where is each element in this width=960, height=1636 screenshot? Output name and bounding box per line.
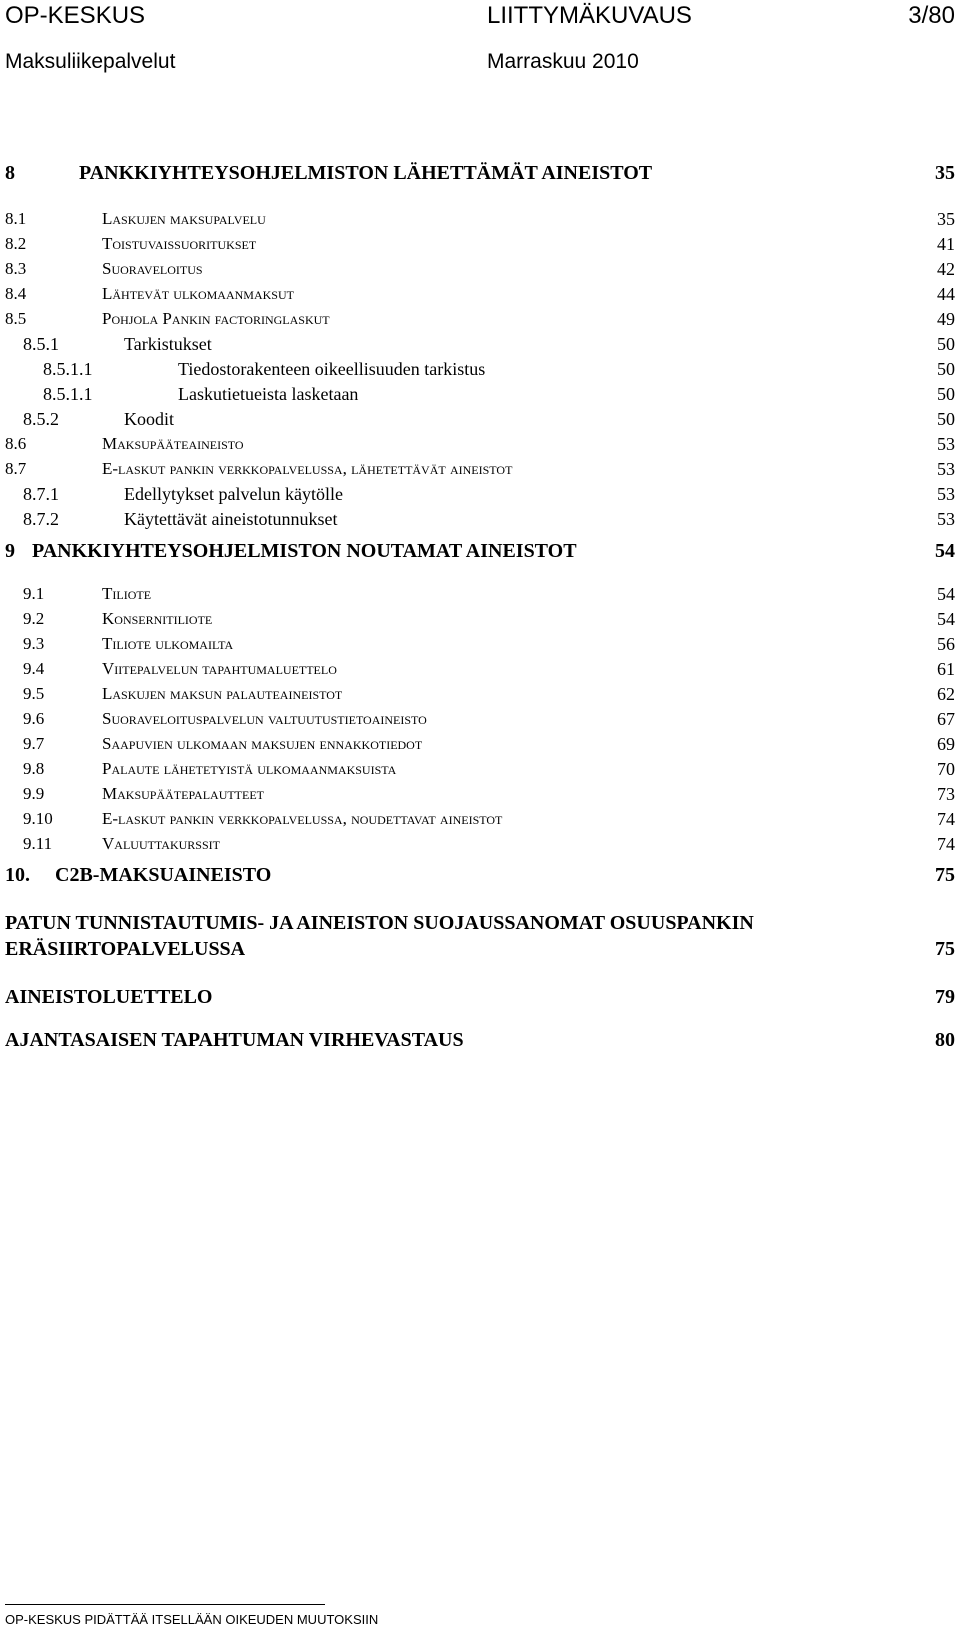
toc-entry-page: 50 bbox=[937, 384, 955, 404]
toc-entry-number: 9.4 bbox=[23, 659, 45, 678]
toc-entry-title: Tiliote ulkomailta bbox=[102, 634, 234, 653]
toc-entry-number: 8.6 bbox=[5, 434, 27, 453]
toc-entry-aineistoluettelo[interactable] bbox=[5, 986, 955, 1016]
toc-entry-title: Tarkistukset bbox=[124, 334, 212, 354]
toc-entry-number: 9.5 bbox=[23, 684, 45, 703]
header-subtitle: Maksuliikepalvelut bbox=[5, 50, 176, 73]
toc-entry-number: 9.8 bbox=[23, 759, 45, 778]
toc-entry-number: 9.9 bbox=[23, 784, 45, 803]
toc-entry-page: 74 bbox=[937, 809, 955, 829]
toc-entry-number: 8.7.2 bbox=[23, 509, 59, 529]
toc-entry-virhevastaus[interactable] bbox=[5, 1029, 955, 1059]
toc-entry-page: 80 bbox=[935, 1029, 955, 1051]
page-footer: OP-KESKUS PIDÄTTÄÄ ITSELLÄÄN OIKEUDEN MUUTOKSIIN bbox=[5, 1612, 379, 1627]
toc-entry-8-7-2[interactable] bbox=[5, 509, 955, 539]
toc-entry-title: PATUN TUNNISTAUTUMIS- JA AINEISTON SUOJAUSSANOMAT OSUUSPANKIN bbox=[5, 912, 754, 934]
toc-entry-number: 8.7.1 bbox=[23, 484, 59, 504]
toc-entry-number: 9.6 bbox=[23, 709, 45, 728]
footer-divider bbox=[5, 1604, 325, 1605]
toc-entry-number: 8 bbox=[5, 162, 15, 184]
toc-entry-title-line2: ERÄSIIRTOPALVELUSSA bbox=[5, 938, 246, 960]
toc-entry-page: 42 bbox=[937, 259, 955, 279]
toc-entry-page: 61 bbox=[937, 659, 955, 679]
toc-entry-page: 35 bbox=[935, 162, 955, 184]
page-header bbox=[5, 2, 955, 73]
toc-entry-title: Suoraveloitus bbox=[102, 259, 203, 278]
toc-entry-page: 53 bbox=[937, 434, 955, 454]
toc-entry-number: 9.3 bbox=[23, 634, 45, 653]
toc-entry-10[interactable] bbox=[5, 864, 955, 894]
toc-entry-number: 8.5.1.1 bbox=[43, 359, 93, 379]
toc-entry-page: 53 bbox=[937, 459, 955, 479]
toc-entry-number: 9.10 bbox=[23, 809, 53, 828]
toc-entry-number: 8.5.1 bbox=[23, 334, 59, 354]
toc-entry-8[interactable] bbox=[5, 162, 955, 192]
toc-entry-page: 67 bbox=[937, 709, 955, 729]
toc-entry-page: 74 bbox=[937, 834, 955, 854]
toc-entry-number: 10. bbox=[5, 864, 30, 886]
toc-entry-title: Maksupäätepalautteet bbox=[102, 784, 265, 803]
toc-entry-number: 8.5.1.1 bbox=[43, 384, 93, 404]
toc-entry-page: 49 bbox=[937, 309, 955, 329]
toc-entry-number: 8.5 bbox=[5, 309, 27, 328]
toc-entry-title: Pohjola Pankin factoringlaskut bbox=[102, 309, 330, 328]
toc-entry-number: 9 bbox=[5, 540, 15, 562]
toc-entry-title: E-laskut pankin verkkopalvelussa, noudettavat aineistot bbox=[102, 809, 503, 828]
toc-entry-title: Maksupääteaineisto bbox=[102, 434, 244, 453]
toc-entry-page: 75 bbox=[935, 938, 955, 960]
toc-entry-page: 54 bbox=[937, 609, 955, 629]
toc-entry-patu[interactable] bbox=[5, 912, 955, 968]
toc-entry-page: 56 bbox=[937, 634, 955, 654]
toc-entry-title: Valuuttakurssit bbox=[102, 834, 220, 853]
header-date: Marraskuu 2010 bbox=[487, 50, 639, 73]
toc-entry-page: 50 bbox=[937, 409, 955, 429]
toc-entry-page: 70 bbox=[937, 759, 955, 779]
toc-entry-title: E-laskut pankin verkkopalvelussa, lähetettävät aineistot bbox=[102, 459, 513, 478]
toc-entry-title: Palaute lähetetyistä ulkomaanmaksuista bbox=[102, 759, 397, 778]
toc-entry-page: 62 bbox=[937, 684, 955, 704]
header-document-title: LIITTYMÄKUVAUS bbox=[487, 2, 692, 29]
toc-entry-9-11[interactable] bbox=[5, 834, 955, 864]
toc-entry-title: Laskujen maksupalvelu bbox=[102, 209, 266, 228]
toc-entry-page: 53 bbox=[937, 484, 955, 504]
toc-entry-page: 44 bbox=[937, 284, 955, 304]
toc-entry-title: PANKKIYHTEYSOHJELMISTON NOUTAMAT AINEISTOT bbox=[32, 540, 577, 562]
toc-entry-title: C2B-MAKSUAINEISTO bbox=[55, 864, 272, 886]
toc-entry-9[interactable] bbox=[5, 540, 955, 570]
toc-entry-page: 35 bbox=[937, 209, 955, 229]
toc-entry-page: 73 bbox=[937, 784, 955, 804]
toc-entry-title: Koodit bbox=[124, 409, 175, 429]
toc-entry-number: 9.7 bbox=[23, 734, 45, 753]
toc-entry-title: AINEISTOLUETTELO bbox=[5, 986, 213, 1008]
toc-entry-number: 9.11 bbox=[23, 834, 53, 853]
toc-entry-title: Edellytykset palvelun käytölle bbox=[124, 484, 343, 504]
toc-entry-number: 9.1 bbox=[23, 584, 45, 603]
toc-entry-title: Tiliote bbox=[102, 584, 152, 603]
toc-entry-title: Viitepalvelun tapahtumaluettelo bbox=[102, 659, 337, 678]
toc-entry-number: 8.7 bbox=[5, 459, 27, 478]
toc-entry-title: AJANTASAISEN TAPAHTUMAN VIRHEVASTAUS bbox=[5, 1029, 464, 1051]
toc-entry-page: 50 bbox=[937, 334, 955, 354]
toc-entry-number: 9.2 bbox=[23, 609, 45, 628]
toc-entry-page: 79 bbox=[935, 986, 955, 1008]
toc-entry-title: Suoraveloituspalvelun valtuutustietoaineisto bbox=[102, 709, 427, 728]
toc-entry-page: 53 bbox=[937, 509, 955, 529]
toc-entry-title: Lähtevät ulkomaanmaksut bbox=[102, 284, 294, 303]
toc-entry-number: 8.1 bbox=[5, 209, 27, 228]
toc-entry-page: 41 bbox=[937, 234, 955, 254]
header-organization: OP-KESKUS bbox=[5, 2, 146, 29]
toc-entry-page: 54 bbox=[937, 584, 955, 604]
toc-entry-page: 50 bbox=[937, 359, 955, 379]
toc-entry-page: 69 bbox=[937, 734, 955, 754]
toc-entry-title: Konsernitiliote bbox=[102, 609, 213, 628]
toc-entry-number: 8.4 bbox=[5, 284, 27, 303]
toc-entry-title: Saapuvien ulkomaan maksujen ennakkotiedot bbox=[102, 734, 423, 753]
toc-entry-title: Tiedostorakenteen oikeellisuuden tarkistus bbox=[178, 359, 486, 379]
toc-entry-page: 75 bbox=[935, 864, 955, 886]
toc-entry-title: Laskutietueista lasketaan bbox=[178, 384, 359, 404]
toc-entry-number: 8.2 bbox=[5, 234, 27, 253]
toc-entry-number: 8.3 bbox=[5, 259, 27, 278]
toc-entry-title: Laskujen maksun palauteaineistot bbox=[102, 684, 343, 703]
toc-entry-title: PANKKIYHTEYSOHJELMISTON LÄHETTÄMÄT AINEISTOT bbox=[79, 162, 653, 184]
toc-entry-title: Toistuvaissuoritukset bbox=[102, 234, 257, 253]
header-page-number: 3/80 bbox=[908, 2, 955, 29]
toc-entry-number: 8.5.2 bbox=[23, 409, 59, 429]
toc-entry-title: Käytettävät aineistotunnukset bbox=[124, 509, 338, 529]
toc-entry-page: 54 bbox=[935, 540, 955, 562]
